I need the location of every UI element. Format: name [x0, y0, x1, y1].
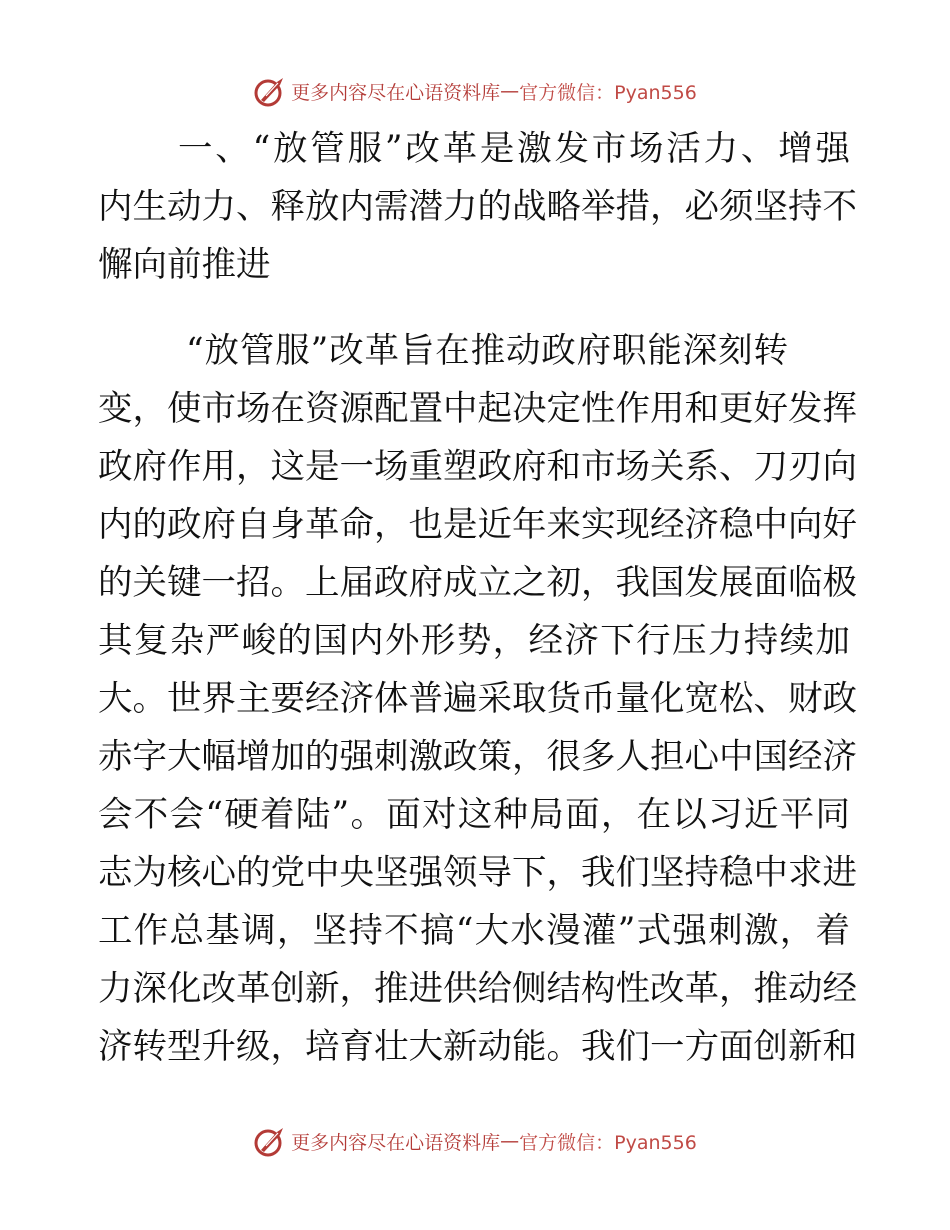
- paragraph-line: 工作总基调，坚持不搞“大水漫灌”式强刺激，着: [98, 911, 850, 951]
- document-body: [98, 120, 857, 1076]
- paragraph-line: 的关键一招。上届政府成立之初，我国发展面临极: [98, 563, 857, 603]
- heading-line: 一、“放管服”改革是激发市场活力、增强: [178, 129, 850, 169]
- paragraph-line: 济转型升级，培育壮大新动能。我们一方面创新和: [98, 1027, 857, 1067]
- watermark-separator: —: [500, 1130, 520, 1152]
- paragraph-line: 会不会“硬着陆”。面对这种局面，在以习近平同: [98, 795, 850, 835]
- paragraph-line: 内的政府自身革命，也是近年来实现经济稳中向好: [98, 505, 857, 545]
- body-paragraph: [98, 322, 857, 1076]
- watermark-text: 更多内容尽在心语资料库: [291, 81, 501, 104]
- paragraph-line: 赤字大幅增加的强刺激政策，很多人担心中国经济: [98, 737, 857, 777]
- paragraph-line: 其复杂严峻的国内外形势，经济下行压力持续加: [98, 621, 850, 661]
- watermark-banner-top: [0, 74, 950, 108]
- watermark-banner-bottom: [0, 1124, 950, 1158]
- heading-line: 内生动力、释放内需潜力的战略举措，必须坚持不: [98, 187, 857, 227]
- paragraph-line: 力深化改革创新，推进供给侧结构性改革，推动经: [98, 969, 857, 1009]
- section-heading: [98, 120, 857, 294]
- watermark-wechat: 官方微信：Pyan556: [519, 1131, 697, 1154]
- quill-logo-icon: [253, 1124, 287, 1158]
- watermark-text: 更多内容尽在心语资料库: [291, 1131, 501, 1154]
- paragraph-line: 政府作用，这是一场重塑政府和市场关系、刀刃向: [98, 447, 857, 487]
- paragraph-line: “放管服”改革旨在推动政府职能深刻转: [186, 331, 788, 371]
- quill-logo-icon: [253, 74, 287, 108]
- paragraph-line: 变，使市场在资源配置中起决定性作用和更好发挥: [98, 389, 857, 429]
- watermark-separator: —: [500, 80, 520, 102]
- heading-line: 懈向前推进: [98, 245, 271, 285]
- watermark-wechat: 官方微信：Pyan556: [519, 81, 697, 104]
- paragraph-line: 大。世界主要经济体普遍采取货币量化宽松、财政: [98, 679, 857, 719]
- paragraph-line: 志为核心的党中央坚强领导下，我们坚持稳中求进: [98, 853, 857, 893]
